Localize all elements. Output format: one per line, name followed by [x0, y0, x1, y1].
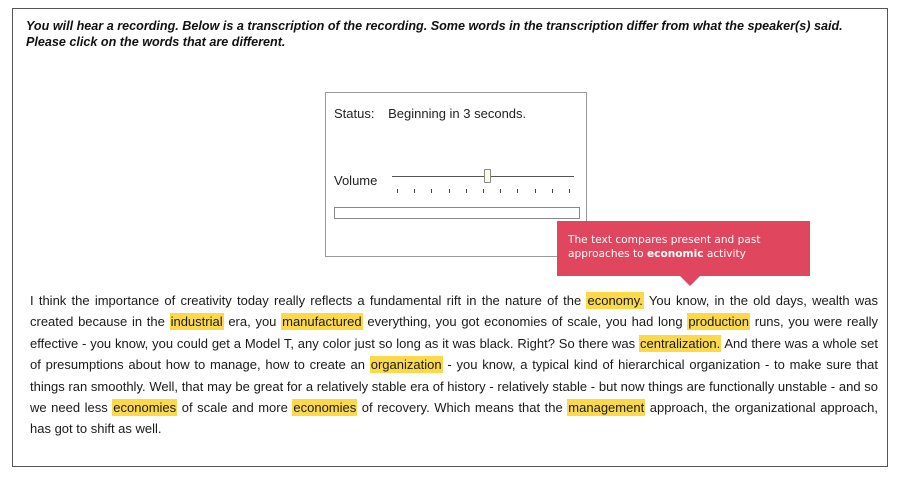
highlighted-word[interactable]: economies: [113, 400, 177, 416]
transcript-segment[interactable]: everything, you got economies of scale, you had long: [362, 314, 688, 330]
volume-tick: [431, 189, 432, 193]
transcript-segment[interactable]: of scale and more: [177, 400, 293, 416]
highlighted-word[interactable]: centralization.: [640, 335, 721, 351]
highlighted-word[interactable]: economies: [293, 400, 357, 416]
volume-tick: [414, 189, 415, 193]
tooltip-bold-word: economic: [646, 248, 704, 260]
highlighted-word[interactable]: production: [688, 314, 750, 330]
highlighted-word[interactable]: manufactured: [282, 314, 362, 330]
volume-tick: [397, 189, 398, 193]
status-row: [334, 106, 526, 121]
highlighted-word[interactable]: economy.: [587, 293, 643, 308]
playback-progress-bar: [334, 207, 580, 219]
transcript-segment[interactable]: runs, you were really effective - you know, you could get a Model T, any color just so long as it was black. Right? So there was: [30, 314, 878, 351]
highlighted-word[interactable]: organization: [370, 357, 442, 373]
volume-slider[interactable]: [392, 167, 574, 195]
transcript-segment[interactable]: You know, in the old days, wealth was created because in the: [30, 293, 878, 330]
transcript-segment[interactable]: I think the importance of creativity today really reflects a fundamental rift in the nature of the: [30, 293, 587, 308]
volume-slider-thumb[interactable]: [484, 169, 491, 183]
volume-tick: [569, 189, 570, 193]
volume-tick: [552, 189, 553, 193]
transcript-segment[interactable]: approach, the organizational approach, has got to shift as well.: [30, 400, 879, 437]
highlighted-word[interactable]: industrial: [170, 314, 223, 330]
status-label: Status:: [334, 106, 375, 121]
volume-label: Volume: [334, 173, 378, 188]
volume-tick: [449, 189, 450, 193]
volume-tick: [500, 189, 501, 193]
transcript-segment[interactable]: era, you: [223, 314, 282, 330]
tooltip-text: The text compares present and past approaches to: [568, 234, 761, 260]
tooltip-arrow: [680, 276, 700, 286]
status-value: Beginning in 3 seconds.: [388, 106, 527, 121]
hint-tooltip: [557, 221, 810, 276]
volume-tick: [535, 189, 536, 193]
volume-tick: [517, 189, 518, 193]
volume-tick: [483, 189, 484, 193]
transcript-segment[interactable]: And there was a whole set of presumptions about how to manage, how to create an: [30, 335, 878, 373]
highlighted-word[interactable]: management: [568, 400, 645, 416]
transcript-segment[interactable]: of recovery. Which means that the: [357, 400, 568, 416]
transcript-text[interactable]: [30, 290, 878, 440]
transcript-segment[interactable]: - you know, a typical kind of hierarchical organization - to make sure that things ran smoothly. Well, that may be great for a relatively stable era of history - relatively stable - but now things are functionally unstable - and so we need less: [30, 357, 878, 416]
tooltip-text-end: activity: [703, 248, 746, 260]
volume-tick: [466, 189, 467, 193]
instructions-text: You will hear a recording. Below is a transcription of the recording. Some words in the transcription differ from what the speaker(s) said. Please click on the words that are different.: [26, 19, 843, 49]
audio-player: [325, 92, 587, 257]
